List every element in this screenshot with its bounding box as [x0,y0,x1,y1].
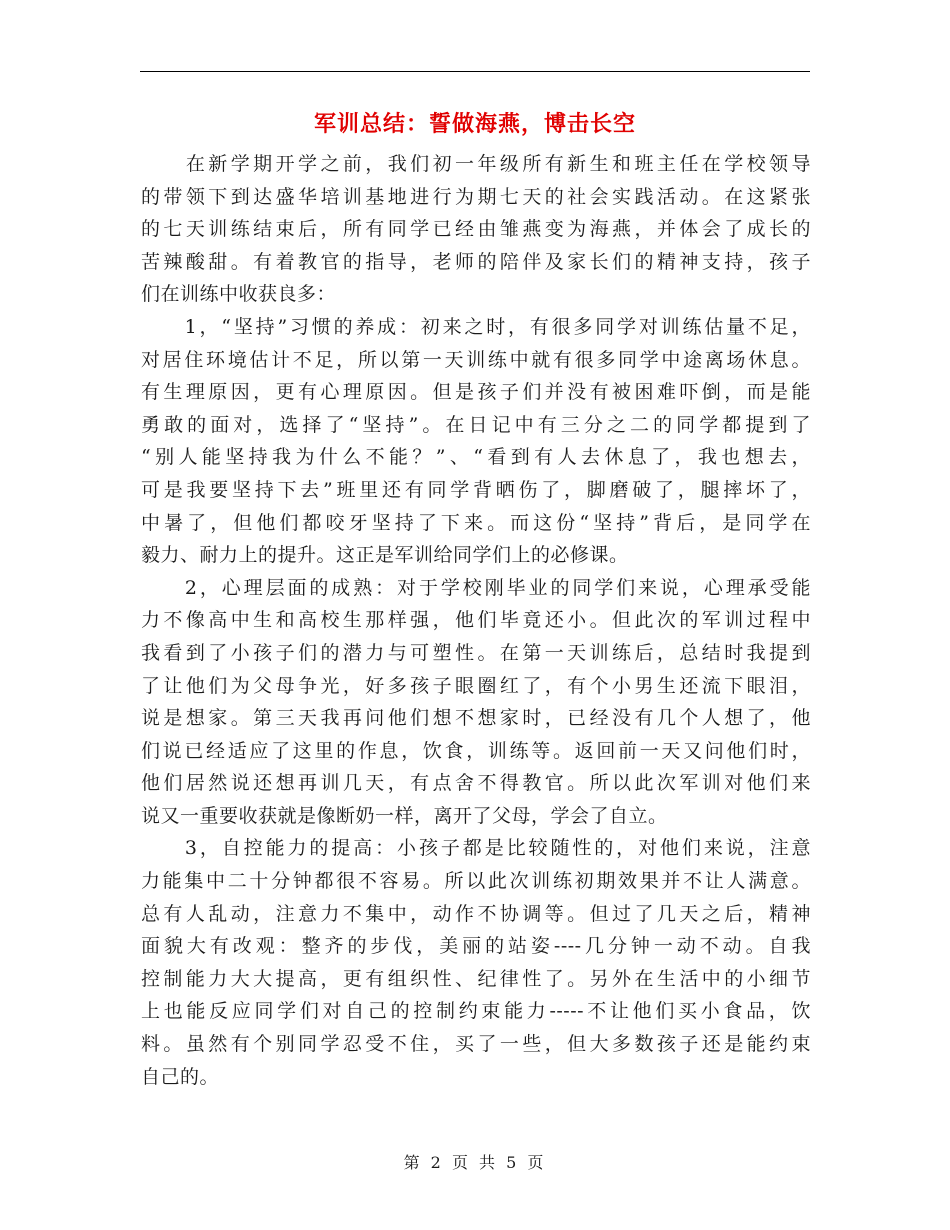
text-line: 们在训练中收获良多： [141,283,337,306]
text-line: 勇敢的面对，选择了“坚持”。在日记中有三分之二的同学都提到了 [141,413,811,436]
text-line: 的带领下到达盛华培训基地进行为期七天的社会实践活动。在这紧张 [141,185,811,208]
text-line: 料。虽然有个别同学忍受不住，买了一些，但大多数孩子还是能约束 [141,1033,811,1056]
text-line: 了让他们为父母争光，好多孩子眼圈红了，有个小男生还流下眼泪， [141,674,811,697]
text-line: 力能集中二十分钟都很不容易。所以此次训练初期效果并不让人满意。 [141,870,811,893]
text-line: 的七天训练结束后，所有同学已经由雏燕变为海燕，并体会了成长的 [141,218,811,241]
text-line: 1，“坚持”习惯的养成：初来之时，有很多同学对训练估量不足， [141,315,811,338]
text-line: 2，心理层面的成熟：对于学校刚毕业的同学们来说，心理承受能 [141,576,811,599]
text-line: 们说已经适应了这里的作息，饮食，训练等。返回前一天又问他们时， [141,739,811,762]
text-line: 在新学期开学之前，我们初一年级所有新生和班主任在学校领导 [141,153,811,175]
header-rule [140,71,810,72]
text-line: 总有人乱动，注意力不集中，动作不协调等。但过了几天之后，精神 [141,902,811,925]
text-line: 上也能反应同学们对自己的控制约束能力-----不让他们买小食品，饮 [141,1000,811,1023]
text-line: 中暑了，但他们都咬牙坚持了下来。而这份“坚持”背后，是同学在 [141,511,811,534]
text-line: 可是我要坚持下去”班里还有同学背晒伤了，脚磨破了，腿摔坏了， [141,478,811,501]
text-line: 3，自控能力的提高：小孩子都是比较随性的，对他们来说，注意 [141,837,811,860]
text-line: 对居住环境估计不足，所以第一天训练中就有很多同学中途离场休息。 [141,348,811,371]
text-line: “别人能坚持我为什么不能？”、“看到有人去休息了，我也想去， [141,446,811,469]
text-line: 他们居然说还想再训几天，有点舍不得教官。所以此次军训对他们来 [141,772,811,795]
text-line: 控制能力大大提高，更有组织性、纪律性了。另外在生活中的小细节 [141,967,811,990]
document-title: 军训总结：誓做海燕，博击长空 [313,111,636,137]
text-line: 毅力、耐力上的提升。这正是军训给同学们上的必修课。 [141,544,629,567]
text-line: 苦辣酸甜。有着教官的指导，老师的陪伴及家长们的精神支持，孩子 [141,250,811,273]
page-footer: 第 2 页 共 5 页 [403,1153,547,1172]
text-line: 说是想家。第三天我再问他们想不想家时，已经没有几个人想了，他 [141,707,811,730]
text-line: 面貌大有改观：整齐的步伐，美丽的站姿----几分钟一动不动。自我 [141,935,811,958]
body-text [141,148,811,1093]
text-line: 自己的。 [141,1065,220,1088]
text-line: 我看到了小孩子们的潜力与可塑性。在第一天训练后，总结时我提到 [141,641,811,664]
text-line: 有生理原因，更有心理原因。但是孩子们并没有被困难吓倒，而是能 [141,381,811,404]
text-line: 力不像高中生和高校生那样强，他们毕竟还小。但此次的军训过程中 [141,609,811,632]
text-line: 说又一重要收获就是像断奶一样，离开了父母，学会了自立。 [141,804,668,827]
